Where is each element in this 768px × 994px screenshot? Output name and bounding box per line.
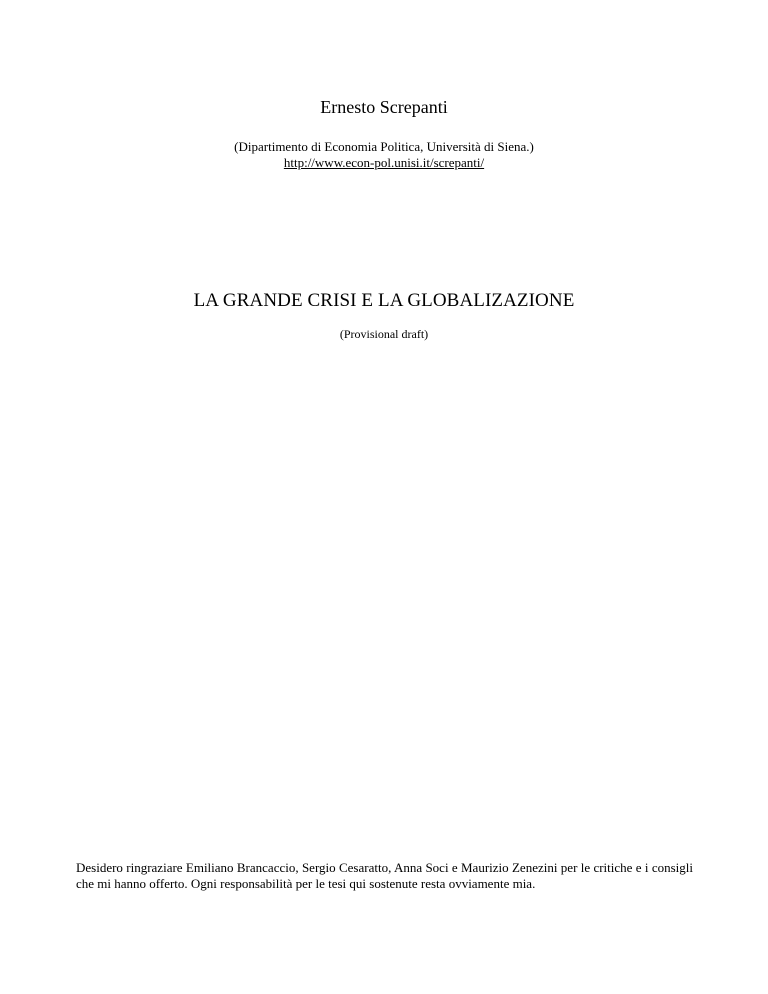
author-homepage-link[interactable]: http://www.econ-pol.unisi.it/screpanti/ xyxy=(283,155,485,170)
author-name: Ernesto Screpanti xyxy=(320,97,448,117)
author-url-line xyxy=(0,155,768,171)
acknowledgement-paragraph: Desidero ringraziare Emiliano Brancaccio, Sergio Cesaratto, Anna Soci e Maurizio Zenezini per le critiche e i consigli che mi hanno offerto. Ogni responsabilità per le tesi qui sostenute resta ovviamente mia. xyxy=(76,860,693,891)
author-affiliation: (Dipartimento di Economia Politica, Università di Siena.) xyxy=(234,139,534,154)
paper-title: LA GRANDE CRISI E LA GLOBALIZAZIONE xyxy=(193,290,575,311)
draft-note: (Provisional draft) xyxy=(339,327,429,341)
